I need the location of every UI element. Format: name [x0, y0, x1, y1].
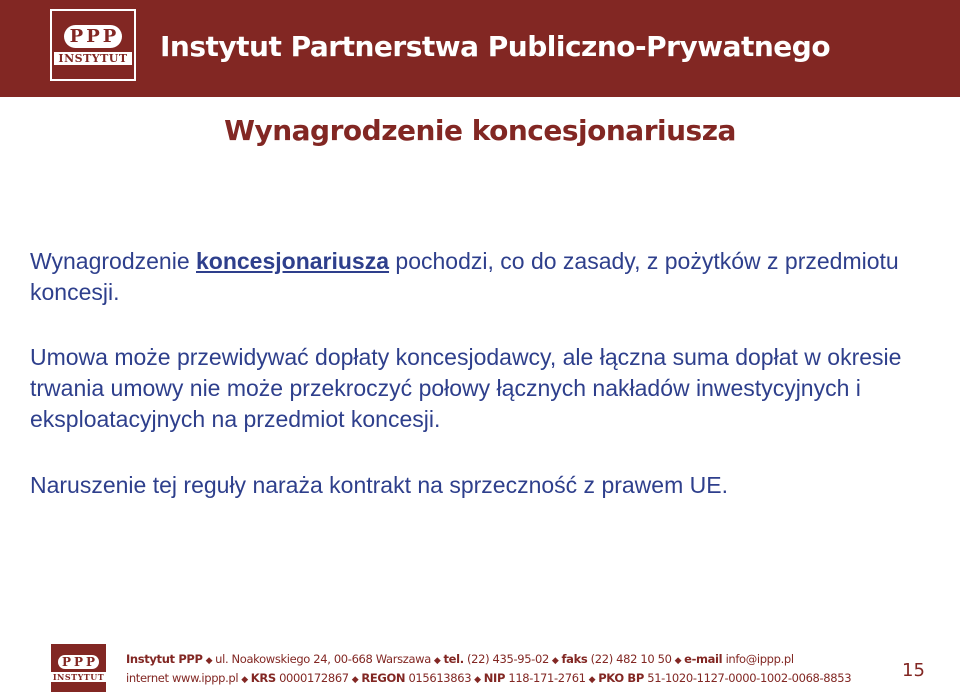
logo-letter: P [86, 654, 96, 669]
separator-diamond-icon: ◆ [674, 656, 682, 666]
separator-diamond-icon: ◆ [433, 656, 441, 666]
footer-regon-label: REGON [361, 671, 406, 685]
footer-krs: 0000172867 [279, 671, 349, 685]
paragraph-text: Wynagrodzenie [30, 248, 196, 274]
slide-title: Wynagrodzenie koncesjonariusza [224, 114, 736, 147]
footer-logo-wordmark: INSTYTUT [49, 672, 108, 682]
separator-diamond-icon: ◆ [551, 656, 559, 666]
paragraph-remuneration-source [30, 246, 940, 308]
footer-fax-label: faks [561, 652, 588, 666]
footer-krs-label: KRS [250, 671, 276, 685]
footer-bank-label: PKO BP [598, 671, 644, 685]
paragraph-text: pochodzi, co do zasady, z pożytków z przedmiotu koncesji. [30, 248, 899, 305]
logo-ppp-mark [64, 25, 123, 48]
footer-address: ul. Noakowskiego 24, 00-668 Warszawa [215, 652, 431, 666]
footer-email: info@ippp.pl [725, 652, 794, 666]
footer-fax: (22) 482 10 50 [590, 652, 672, 666]
footer-line-registry [126, 670, 851, 689]
separator-diamond-icon: ◆ [241, 675, 248, 685]
separator-diamond-icon: ◆ [205, 656, 213, 666]
organization-title: Instytut Partnerstwa Publiczno-Prywatnego [160, 30, 831, 63]
footer-regon: 015613863 [408, 671, 472, 685]
footer-ippp-logo [49, 642, 108, 694]
logo-letter: P [73, 654, 84, 669]
separator-diamond-icon: ◆ [588, 675, 596, 685]
separator-diamond-icon: ◆ [351, 675, 359, 685]
paragraph-eu-law: Naruszenie tej reguły naraża kontrakt na sprzeczność z prawem UE. [30, 472, 728, 498]
logo-letter: P [86, 26, 100, 47]
logo-letter: P [61, 654, 71, 669]
footer-tel: (22) 435-95-02 [467, 652, 549, 666]
keyword-concessionaire: koncesjonariusza [196, 248, 390, 274]
page-number: 15 [902, 660, 925, 681]
header-bar [0, 0, 960, 97]
footer-internet-label: internet [126, 671, 169, 685]
footer-email-label: e-mail [684, 652, 723, 666]
logo-letter: P [69, 26, 84, 47]
footer-nip-label: NIP [483, 671, 506, 685]
logo-wordmark: INSTYTUT [54, 52, 131, 65]
footer-contact-info [126, 651, 851, 689]
footer-org-name: Instytut PPP [126, 652, 203, 666]
footer-website: www.ippp.pl [171, 671, 239, 685]
footer-line-address [126, 651, 851, 670]
separator-diamond-icon: ◆ [474, 675, 481, 685]
logo-letter: P [102, 26, 117, 47]
paragraph-subsidy-limit: Umowa może przewidywać dopłaty koncesjodawcy, ale łączna suma dopłat w okresie trwania umowy nie może przekroczyć połowy łącznych nakładów inwestycyjnych i eksploatacyjnych na przedmiot koncesji. [30, 344, 902, 432]
footer-nip: 118-171-2761 [508, 671, 586, 685]
footer-tel-label: tel. [443, 652, 464, 666]
footer-bank-account: 51-1020-1127-0000-1002-0068-8853 [647, 671, 852, 685]
ippp-logo [50, 9, 136, 81]
footer-logo-ppp-mark [58, 655, 99, 669]
